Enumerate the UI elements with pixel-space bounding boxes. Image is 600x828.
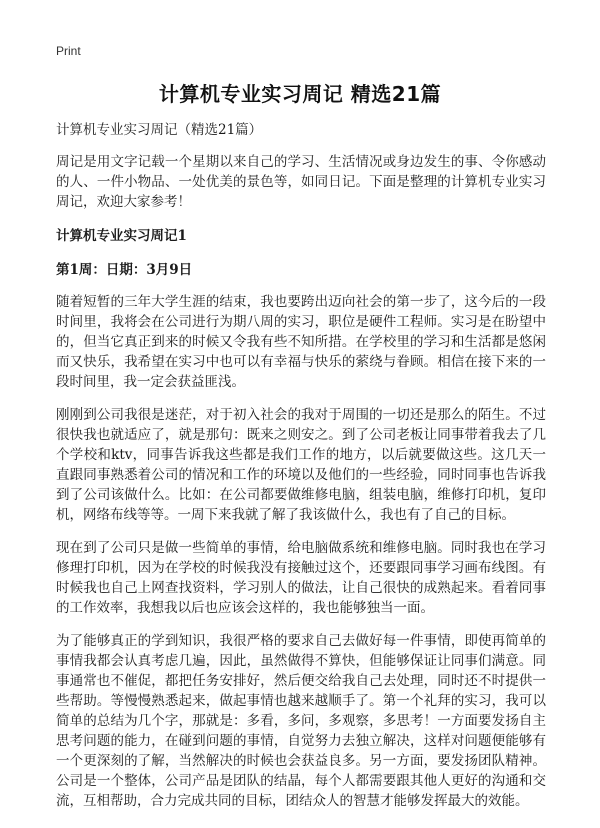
document-subtitle: 计算机专业实习周记（精选21篇） xyxy=(56,122,263,138)
body-paragraph-1: 随着短暂的三年大学生涯的结束，我也要跨出迈向社会的第一步了，这今后的一段时间里，我将会在公司进行为期八周的实习，职位是硬件工程师。实习是在盼望中的，但当它真正到来的时候又令我有些不知所措。在学校里的学习和生活都是悠闲而又快乐，我希望在实习中也可以有幸福与快乐的萦绕与眷顾。相信在接下来的一段时间里，我一定会获益匪浅。 xyxy=(56,294,546,390)
intro-paragraph: 周记是用文字记载一个星期以来自己的学习、生活情况或身边发生的事、令你感动的人、一件小物品、一处优美的景色等，如同日记。下面是整理的计算机专业实习周记，欢迎大家参考！ xyxy=(56,154,546,210)
page-title: 计算机专业实习周记 精选21篇 xyxy=(158,82,442,106)
body-paragraph-3: 现在到了公司只是做一些简单的事情，给电脑做系统和维修电脑。同时我也在学习修理打印机，因为在学校的时候我没有接触过这个，还要跟同事学习画布线图。有时候我也自己上网查找资料，学习别人的做法，让自己很快的成熟起来。看着同事的工作效率，我想我以后也应该会这样的，我也能够独当一面。 xyxy=(56,540,546,616)
date-heading: 第1周：日期：3月9日 xyxy=(56,262,193,278)
body-paragraph-2: 刚刚到公司我很是迷茫，对于初入社会的我对于周围的一切还是那么的陌生。不过很快我也就适应了，就是那句：既来之则安之。到了公司老板让同事带着我去了几个学校和ktv，同事告诉我这些都是我们工作的地方，以后就要做这些。这几天一直跟同事熟悉着公司的情况和工作的环境以及他们的一些经验，同时同事也告诉我到了公司该做什么。比如：在公司都要做维修电脑，组装电脑，维修打印机，复印机，网络布线等等。一周下来我就了解了我该做什么，我也有了自己的目标。 xyxy=(56,407,546,523)
body-paragraph-4: 为了能够真正的学到知识，我很严格的要求自己去做好每一件事情，即使再简单的事情我都会认真考虑几遍，因此，虽然做得不算快，但能够保证让同事们满意。同事通常也不催促，都把任务安排好，然后便交给我自己去处理，同时还不时提供一些帮助。等慢慢熟悉起来，做起事情也越来越顺手了。第一个礼拜的实习，我可以简单的总结为几个字，那就是：多看，多问，多观察，多思考！一方面要发扬自主思考问题的能力，在碰到问题的事情，自觉努力去独立解决，这样对问题便能够有一个更深刻的了解，当然解决的时候也会获益良多。另一方面，要发扬团队精神。公司是一个整体，公司产品是团队的结晶，每个人都需要跟其他人更好的沟通和交流，互相帮助，合力完成共同的目标，团结众人的智慧才能够发挥最大的效能。 xyxy=(56,633,546,809)
print-link[interactable]: Print xyxy=(56,44,81,58)
section-heading: 计算机专业实习周记1 xyxy=(56,228,187,244)
document-content xyxy=(56,120,546,824)
